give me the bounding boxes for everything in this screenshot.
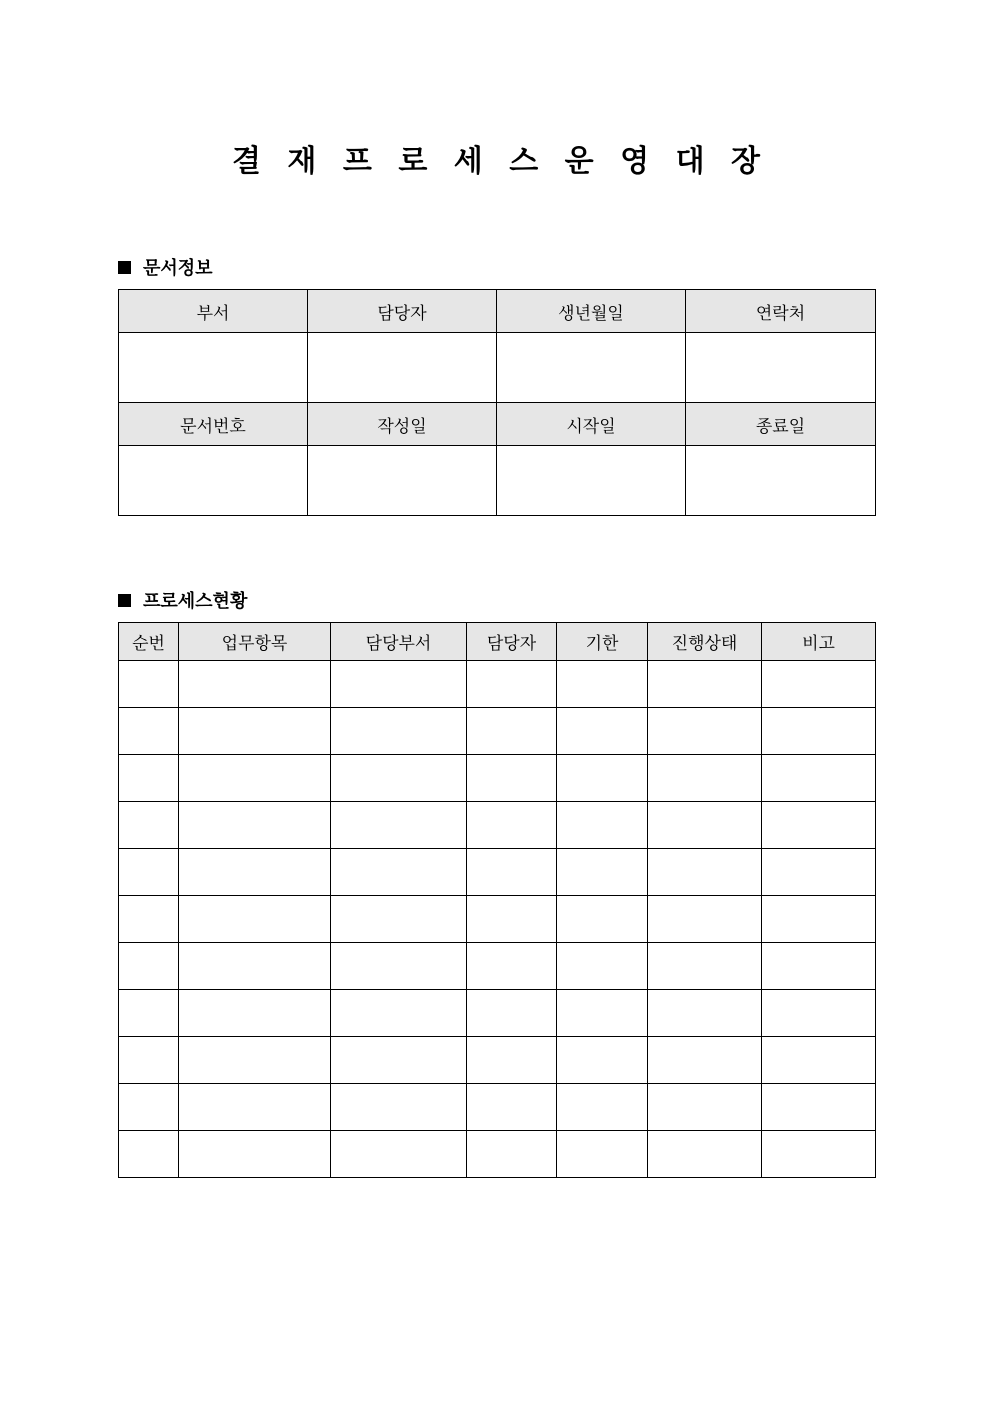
header-cell-start-date: 시작일 <box>497 403 686 446</box>
table-cell[interactable] <box>179 1131 331 1178</box>
table-cell[interactable] <box>179 849 331 896</box>
column-header-remarks: 비고 <box>762 623 876 661</box>
column-header-department: 담당부서 <box>331 623 467 661</box>
table-cell[interactable] <box>557 802 648 849</box>
table-cell[interactable] <box>331 990 467 1037</box>
table-cell[interactable] <box>467 990 557 1037</box>
table-cell[interactable] <box>119 943 179 990</box>
table-cell[interactable] <box>331 849 467 896</box>
table-cell[interactable] <box>762 802 876 849</box>
table-cell[interactable] <box>179 708 331 755</box>
table-cell[interactable] <box>648 849 762 896</box>
table-cell[interactable] <box>648 755 762 802</box>
table-cell[interactable] <box>557 708 648 755</box>
table-cell[interactable] <box>119 990 179 1037</box>
table-cell[interactable] <box>648 661 762 708</box>
table-cell[interactable] <box>762 896 876 943</box>
table-cell[interactable] <box>557 990 648 1037</box>
table-cell[interactable] <box>331 943 467 990</box>
table-cell[interactable] <box>762 1084 876 1131</box>
doc-info-heading <box>118 254 213 280</box>
table-cell[interactable] <box>467 1084 557 1131</box>
bullet-square-icon <box>118 594 131 607</box>
doc-info-value-row <box>119 333 876 403</box>
header-cell-manager: 담당자 <box>308 290 497 333</box>
table-cell[interactable] <box>467 755 557 802</box>
title-char: 장 <box>731 144 761 179</box>
doc-info-value-row <box>119 446 876 516</box>
table-cell[interactable] <box>467 896 557 943</box>
table-cell[interactable] <box>119 802 179 849</box>
header-cell-department: 부서 <box>119 290 308 333</box>
table-row <box>119 1131 876 1178</box>
table-cell[interactable] <box>762 661 876 708</box>
table-cell[interactable] <box>119 1037 179 1084</box>
value-cell-contact[interactable] <box>686 333 876 403</box>
column-header-deadline: 기한 <box>557 623 648 661</box>
table-cell[interactable] <box>467 708 557 755</box>
header-cell-created-date: 작성일 <box>308 403 497 446</box>
table-cell[interactable] <box>648 1084 762 1131</box>
table-cell[interactable] <box>557 1084 648 1131</box>
value-cell-manager[interactable] <box>308 333 497 403</box>
table-cell[interactable] <box>119 708 179 755</box>
table-cell[interactable] <box>762 943 876 990</box>
title-char: 재 <box>287 144 317 179</box>
value-cell-department[interactable] <box>119 333 308 403</box>
table-cell[interactable] <box>119 896 179 943</box>
table-cell[interactable] <box>648 943 762 990</box>
column-header-task: 업무항목 <box>179 623 331 661</box>
process-status-heading <box>118 587 247 613</box>
doc-info-table <box>118 289 876 516</box>
title-char: 운 <box>564 144 594 179</box>
doc-info-header-row <box>119 290 876 333</box>
value-cell-created-date[interactable] <box>308 446 497 516</box>
bullet-square-icon <box>118 261 131 274</box>
table-cell[interactable] <box>467 802 557 849</box>
title-char: 세 <box>453 144 483 179</box>
header-cell-birthdate: 생년월일 <box>497 290 686 333</box>
table-cell[interactable] <box>119 661 179 708</box>
table-cell[interactable] <box>179 1084 331 1131</box>
table-cell[interactable] <box>179 661 331 708</box>
value-cell-start-date[interactable] <box>497 446 686 516</box>
table-cell[interactable] <box>557 755 648 802</box>
column-header-status: 진행상태 <box>648 623 762 661</box>
table-cell[interactable] <box>557 896 648 943</box>
doc-info-header-row <box>119 403 876 446</box>
table-cell[interactable] <box>557 1037 648 1084</box>
table-cell[interactable] <box>648 802 762 849</box>
process-table-body <box>119 661 876 1178</box>
table-cell[interactable] <box>557 1131 648 1178</box>
value-cell-end-date[interactable] <box>686 446 876 516</box>
column-header-manager: 담당자 <box>467 623 557 661</box>
table-cell[interactable] <box>179 802 331 849</box>
table-cell[interactable] <box>648 896 762 943</box>
table-row <box>119 708 876 755</box>
title-char: 스 <box>509 144 539 179</box>
table-row <box>119 849 876 896</box>
table-cell[interactable] <box>331 1037 467 1084</box>
table-cell[interactable] <box>648 990 762 1037</box>
table-cell[interactable] <box>467 1131 557 1178</box>
table-cell[interactable] <box>557 661 648 708</box>
table-cell[interactable] <box>331 802 467 849</box>
table-cell[interactable] <box>648 708 762 755</box>
value-cell-doc-number[interactable] <box>119 446 308 516</box>
title-char: 로 <box>398 144 428 179</box>
table-cell[interactable] <box>119 755 179 802</box>
process-status-table <box>118 622 876 1178</box>
table-cell[interactable] <box>762 708 876 755</box>
table-cell[interactable] <box>331 708 467 755</box>
table-cell[interactable] <box>119 849 179 896</box>
table-cell[interactable] <box>762 755 876 802</box>
table-cell[interactable] <box>331 661 467 708</box>
process-header-row <box>119 623 876 661</box>
table-row <box>119 943 876 990</box>
document-title <box>0 136 992 180</box>
table-cell[interactable] <box>762 1131 876 1178</box>
process-status-heading-label: 프로세스현황 <box>143 591 248 612</box>
table-cell[interactable] <box>179 755 331 802</box>
table-cell[interactable] <box>762 849 876 896</box>
table-cell[interactable] <box>467 943 557 990</box>
table-cell[interactable] <box>179 1037 331 1084</box>
table-cell[interactable] <box>467 849 557 896</box>
table-cell[interactable] <box>179 990 331 1037</box>
table-cell[interactable] <box>467 1037 557 1084</box>
table-cell[interactable] <box>331 896 467 943</box>
table-cell[interactable] <box>331 755 467 802</box>
table-cell[interactable] <box>119 1131 179 1178</box>
table-cell[interactable] <box>648 1037 762 1084</box>
table-cell[interactable] <box>467 661 557 708</box>
table-row <box>119 802 876 849</box>
table-row <box>119 661 876 708</box>
table-row <box>119 1037 876 1084</box>
title-char: 프 <box>342 144 372 179</box>
table-cell[interactable] <box>648 1131 762 1178</box>
header-cell-end-date: 종료일 <box>686 403 876 446</box>
table-row <box>119 896 876 943</box>
header-cell-doc-number: 문서번호 <box>119 403 308 446</box>
table-row <box>119 990 876 1037</box>
table-cell[interactable] <box>119 1084 179 1131</box>
header-cell-contact: 연락처 <box>686 290 876 333</box>
title-char: 결 <box>231 144 261 179</box>
table-cell[interactable] <box>331 1084 467 1131</box>
title-char: 영 <box>620 144 650 179</box>
table-cell[interactable] <box>762 1037 876 1084</box>
table-row <box>119 1084 876 1131</box>
table-cell[interactable] <box>179 896 331 943</box>
value-cell-birthdate[interactable] <box>497 333 686 403</box>
table-cell[interactable] <box>762 990 876 1037</box>
title-char: 대 <box>675 144 705 179</box>
table-row <box>119 755 876 802</box>
column-header-seq: 순번 <box>119 623 179 661</box>
table-cell[interactable] <box>179 943 331 990</box>
table-cell[interactable] <box>557 943 648 990</box>
table-cell[interactable] <box>557 849 648 896</box>
doc-info-heading-label: 문서정보 <box>143 258 213 279</box>
table-cell[interactable] <box>331 1131 467 1178</box>
